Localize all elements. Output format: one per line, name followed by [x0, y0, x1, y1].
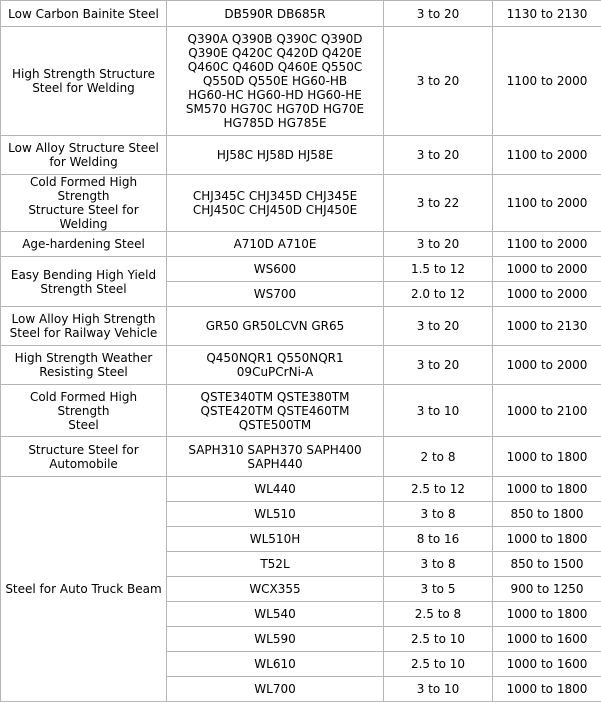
table-row: [1, 232, 601, 257]
thickness-cell: 3 to 8: [384, 552, 493, 577]
steel-category-cell: Low Carbon Bainite Steel: [1, 1, 167, 27]
steel-grade-cell: WL510H: [167, 527, 384, 552]
steel-grade-cell: T52L: [167, 552, 384, 577]
thickness-cell: 3 to 20: [384, 307, 493, 346]
steel-grade-cell: WL440: [167, 477, 384, 502]
width-cell: 1130 to 2130: [493, 1, 601, 27]
table-row: [1, 1, 601, 27]
steel-grade-cell: WL540: [167, 602, 384, 627]
thickness-cell: 2.0 to 12: [384, 282, 493, 307]
width-cell: 1000 to 2100: [493, 385, 601, 437]
thickness-cell: 3 to 8: [384, 502, 493, 527]
width-cell: 900 to 1250: [493, 577, 601, 602]
thickness-cell: 3 to 10: [384, 385, 493, 437]
thickness-cell: 2 to 8: [384, 437, 493, 477]
steel-grade-cell: WL510: [167, 502, 384, 527]
steel-category-cell: Easy Bending High Yield Strength Steel: [1, 257, 167, 307]
steel-category-cell: Steel for Auto Truck Beam: [1, 477, 167, 702]
thickness-cell: 2.5 to 10: [384, 627, 493, 652]
thickness-cell: 3 to 5: [384, 577, 493, 602]
thickness-cell: 3 to 10: [384, 677, 493, 702]
steel-grade-cell: WL590: [167, 627, 384, 652]
steel-grade-cell: A710D A710E: [167, 232, 384, 257]
width-cell: 1000 to 2000: [493, 257, 601, 282]
steel-category-cell: Age-hardening Steel: [1, 232, 167, 257]
width-cell: 1000 to 1800: [493, 602, 601, 627]
steel-category-cell: Structure Steel for Automobile: [1, 437, 167, 477]
table-row: [1, 27, 601, 136]
width-cell: 1000 to 1800: [493, 677, 601, 702]
thickness-cell: 1.5 to 12: [384, 257, 493, 282]
table-row: [1, 385, 601, 437]
steel-grade-cell: WS600: [167, 257, 384, 282]
steel-grade-cell: Q390A Q390B Q390C Q390D Q390E Q420C Q420D Q420E Q460C Q460D Q460E Q550C Q550D Q550E HG60-HB HG60-HC HG60-HD HG60-HE SM570 HG70C HG70D HG70E HG785D HG785E: [167, 27, 384, 136]
steel-category-cell: High Strength Weather Resisting Steel: [1, 346, 167, 385]
steel-grade-cell: Q450NQR1 Q550NQR1 09CuPCrNi-A: [167, 346, 384, 385]
steel-grade-cell: WL610: [167, 652, 384, 677]
thickness-cell: 3 to 20: [384, 136, 493, 175]
steel-category-cell: Low Alloy Structure Steel for Welding: [1, 136, 167, 175]
table-row: [1, 307, 601, 346]
thickness-cell: 3 to 20: [384, 232, 493, 257]
steel-grade-cell: GR50 GR50LCVN GR65: [167, 307, 384, 346]
steel-category-cell: High Strength Structure Steel for Welding: [1, 27, 167, 136]
width-cell: 850 to 1800: [493, 502, 601, 527]
thickness-cell: 3 to 22: [384, 175, 493, 232]
width-cell: 1000 to 2000: [493, 282, 601, 307]
table-row: [1, 257, 601, 282]
table-row: [1, 437, 601, 477]
steel-category-cell: Cold Formed High Strength Structure Steel for Welding: [1, 175, 167, 232]
thickness-cell: 3 to 20: [384, 27, 493, 136]
steel-grade-cell: DB590R DB685R: [167, 1, 384, 27]
steel-grade-cell: QSTE340TM QSTE380TM QSTE420TM QSTE460TM QSTE500TM: [167, 385, 384, 437]
width-cell: 1000 to 1600: [493, 652, 601, 677]
thickness-cell: 8 to 16: [384, 527, 493, 552]
width-cell: 850 to 1500: [493, 552, 601, 577]
width-cell: 1100 to 2000: [493, 136, 601, 175]
width-cell: 1100 to 2000: [493, 232, 601, 257]
width-cell: 1100 to 2000: [493, 175, 601, 232]
width-cell: 1000 to 1800: [493, 527, 601, 552]
thickness-cell: 2.5 to 8: [384, 602, 493, 627]
width-cell: 1000 to 1800: [493, 437, 601, 477]
steel-category-cell: Low Alloy High Strength Steel for Railway Vehicle: [1, 307, 167, 346]
steel-grade-cell: WL700: [167, 677, 384, 702]
table-row: [1, 175, 601, 232]
width-cell: 1000 to 1800: [493, 477, 601, 502]
steel-category-cell: Cold Formed High Strength Steel: [1, 385, 167, 437]
steel-grade-cell: CHJ345C CHJ345D CHJ345E CHJ450C CHJ450D CHJ450E: [167, 175, 384, 232]
width-cell: 1100 to 2000: [493, 27, 601, 136]
steel-grade-cell: WCX355: [167, 577, 384, 602]
width-cell: 1000 to 2130: [493, 307, 601, 346]
thickness-cell: 3 to 20: [384, 346, 493, 385]
thickness-cell: 2.5 to 12: [384, 477, 493, 502]
width-cell: 1000 to 2000: [493, 346, 601, 385]
steel-grade-cell: HJ58C HJ58D HJ58E: [167, 136, 384, 175]
thickness-cell: 3 to 20: [384, 1, 493, 27]
table-row: [1, 346, 601, 385]
steel-grade-cell: WS700: [167, 282, 384, 307]
steel-grade-cell: SAPH310 SAPH370 SAPH400 SAPH440: [167, 437, 384, 477]
table-row: [1, 136, 601, 175]
table-row: [1, 477, 601, 502]
thickness-cell: 2.5 to 10: [384, 652, 493, 677]
width-cell: 1000 to 1600: [493, 627, 601, 652]
